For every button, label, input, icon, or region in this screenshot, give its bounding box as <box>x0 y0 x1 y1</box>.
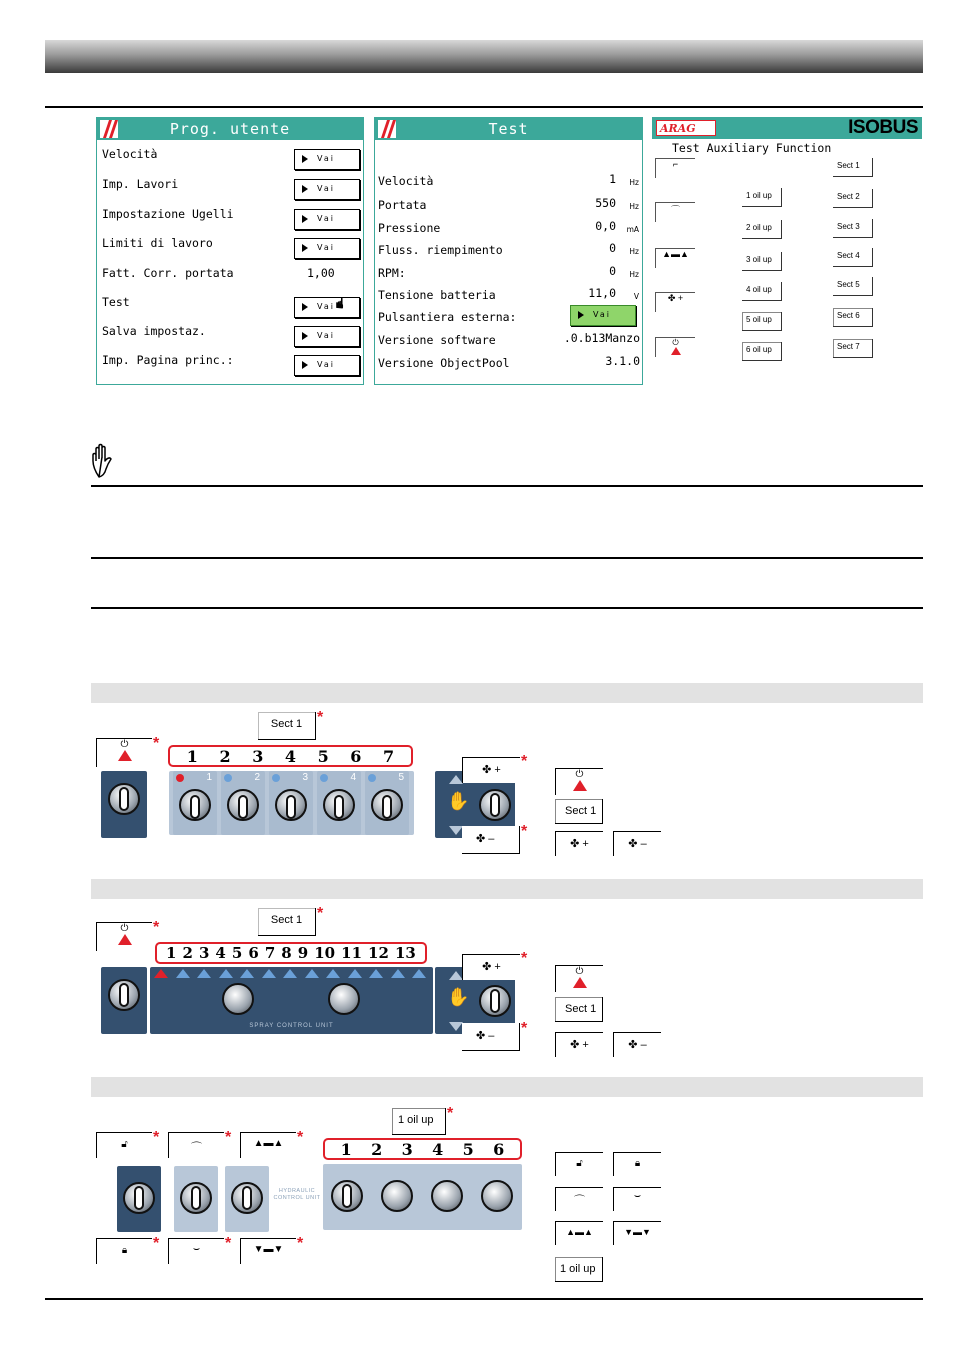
asterisk: * <box>317 905 324 922</box>
section-number: 3 <box>198 944 210 962</box>
test-value: 0,0 <box>595 219 616 233</box>
nozzle-marker <box>369 969 383 978</box>
test-label: Pressione <box>378 221 441 235</box>
vai-label: Vai <box>317 331 335 340</box>
asterisk: * <box>521 1020 528 1037</box>
manual-hand-icon: ✋ <box>447 987 470 1007</box>
play-icon <box>302 155 308 163</box>
test-value: 0 <box>609 264 616 278</box>
asterisk: * <box>521 823 528 840</box>
legend-flow-plus-key[interactable]: ✤ + <box>555 831 603 856</box>
flow-plus-key[interactable]: ✤ + <box>462 954 520 980</box>
legend-flow-plus-key[interactable]: ✤ + <box>555 1032 603 1057</box>
legend-lock-key[interactable]: 🔒︎ <box>613 1152 661 1176</box>
play-icon <box>302 332 308 340</box>
isobus-title: Test Auxiliary Function <box>672 141 832 155</box>
nozzle-marker <box>262 969 276 978</box>
section-number-bar <box>323 1138 522 1160</box>
asterisk: * <box>153 1235 160 1252</box>
hydraulic-unit-label: HYDRAULIC CONTROL UNIT <box>273 1188 321 1201</box>
screen-isobus <box>652 117 922 387</box>
switch-number: 1 <box>206 772 212 783</box>
oil-up-button[interactable]: 6 oil up <box>742 342 782 361</box>
divider-3 <box>91 607 923 609</box>
lock-switch-unit <box>117 1166 161 1232</box>
screen-title <box>97 118 363 140</box>
oil-up-key[interactable]: 1 oil up <box>392 1108 446 1135</box>
test-value: 550 <box>595 196 616 210</box>
vai-button[interactable] <box>294 179 360 200</box>
legend-boom-close-key[interactable]: ⌣ <box>613 1187 661 1211</box>
section-number: 2 <box>371 1139 383 1159</box>
asterisk: * <box>153 735 160 752</box>
boom-lower-key[interactable]: ▼▬▼ <box>240 1238 296 1264</box>
bottom-divider <box>45 1298 923 1300</box>
flow-minus-key[interactable]: ✤ – <box>462 826 520 854</box>
oil-up-button[interactable]: 5 oil up <box>742 312 782 331</box>
asterisk: * <box>153 1129 160 1146</box>
sect1-key[interactable]: Sect 1 <box>258 712 316 740</box>
status-led <box>368 774 376 782</box>
flow-plus-key[interactable]: ✤ + <box>462 757 520 783</box>
unlock-icon[interactable]: ⌐ <box>655 158 695 178</box>
vai-label: Vai <box>593 310 611 319</box>
section-number: 2 <box>219 746 231 766</box>
legend-flow-minus-key[interactable]: ✤ – <box>613 831 661 856</box>
test-unit: mA <box>626 225 639 234</box>
section-number: 1 <box>186 746 198 766</box>
main-switch-unit <box>101 967 147 1034</box>
section-switch <box>221 771 265 835</box>
switch-number: 4 <box>350 772 356 783</box>
lock-key[interactable]: 🔒︎ <box>96 1238 152 1264</box>
sect-button[interactable]: Sect 3 <box>833 219 873 238</box>
spray-control-unit <box>150 967 433 1034</box>
play-icon <box>302 361 308 369</box>
screen1-title-text: Prog. utente <box>169 120 291 138</box>
setting-label: Fatt. Corr. portata <box>102 266 234 280</box>
top-divider <box>45 106 923 108</box>
test-label: Velocità <box>378 174 434 188</box>
play-icon <box>302 215 308 223</box>
asterisk: * <box>225 1235 232 1252</box>
screen2-title-text: Test <box>488 120 529 138</box>
section-band-1 <box>91 683 923 703</box>
divider-1 <box>91 485 923 487</box>
status-led <box>224 774 232 782</box>
section-number: 7 <box>383 746 395 766</box>
main-switch-key[interactable]: ⏻ <box>96 922 152 951</box>
boom-raise-key[interactable]: ▲▬▲ <box>240 1132 296 1158</box>
test-value: 1 <box>609 172 616 186</box>
play-icon <box>302 303 308 311</box>
section-switch-panel <box>169 771 414 835</box>
test-unit: Hz <box>629 178 639 187</box>
test-label: Tensione batteria <box>378 288 496 302</box>
test-value: .0.b13Manzo <box>563 331 640 345</box>
sect-button[interactable]: Sect 7 <box>833 339 873 358</box>
nozzle-marker <box>176 969 190 978</box>
section-number: 10 <box>314 944 336 962</box>
switch-number: 3 <box>302 772 308 783</box>
play-icon <box>578 311 584 319</box>
sect-button[interactable]: Sect 5 <box>833 277 873 296</box>
vai-button[interactable] <box>294 149 360 170</box>
legend-oil-up-key[interactable]: 1 oil up <box>555 1257 603 1282</box>
section-number-bar <box>168 745 413 767</box>
section-number: 4 <box>284 746 297 766</box>
divider-2 <box>91 557 923 559</box>
sect-button[interactable]: Sect 6 <box>833 308 873 327</box>
arag-flag-icon <box>378 120 396 138</box>
nozzle-marker <box>391 969 405 978</box>
vai-button[interactable] <box>294 238 360 259</box>
status-led <box>320 774 328 782</box>
setting-label: Limiti di lavoro <box>102 236 213 250</box>
section-number: 13 <box>394 944 416 962</box>
setting-label: Velocità <box>102 147 158 161</box>
boom-open-key[interactable]: ⌒ <box>168 1132 224 1158</box>
test-label: RPM: <box>378 266 406 280</box>
test-label: Fluss. riempimento <box>378 243 503 257</box>
section-number: 3 <box>401 1139 413 1159</box>
power-icon: ⏻ <box>120 739 129 750</box>
switch-lever <box>238 795 248 819</box>
test-value: 3.1.0 <box>605 354 640 368</box>
legend-boom-lower-key[interactable]: ▼▬▼ <box>613 1221 661 1245</box>
section-number: 8 <box>281 944 292 962</box>
switch-lever <box>286 795 296 819</box>
arag-logo: ARAG <box>656 120 716 136</box>
oil-up-button[interactable]: 3 oil up <box>742 252 782 271</box>
nozzle-marker <box>412 969 426 978</box>
status-led <box>272 774 280 782</box>
test-label: Pulsantiera esterna: <box>378 310 517 324</box>
asterisk: * <box>297 1129 304 1146</box>
hand-warning-icon <box>89 443 125 479</box>
test-label: Versione software <box>378 333 496 347</box>
flow-plus-icon[interactable]: ✤ + <box>655 292 695 312</box>
section-number: 3 <box>252 746 264 766</box>
vai-label: Vai <box>317 154 335 163</box>
play-icon <box>302 185 308 193</box>
spray-control-unit-label: SPRAY CONTROL UNIT <box>249 1023 334 1029</box>
manual-hand-icon: ✋ <box>447 791 470 811</box>
sect-button[interactable]: Sect 2 <box>833 189 873 208</box>
nozzle-marker <box>283 969 297 978</box>
legend-sect-key[interactable]: Sect 1 <box>555 799 603 824</box>
switch-number: 5 <box>398 772 404 783</box>
section-number: 4 <box>215 944 226 962</box>
asterisk: * <box>317 709 324 726</box>
switch-lever <box>334 795 344 819</box>
legend-boom-open-key[interactable]: ⌒ <box>555 1187 603 1211</box>
test-unit: V <box>633 292 639 301</box>
boom-switch-unit <box>174 1166 218 1232</box>
asterisk: * <box>153 919 160 936</box>
sect-button[interactable]: Sect 1 <box>833 158 873 177</box>
section-number-bar <box>155 942 427 964</box>
section-band-3 <box>91 1077 923 1097</box>
section-number: 4 <box>432 1139 444 1159</box>
setting-value: 1,00 <box>307 266 335 280</box>
section-number: 5 <box>462 1139 474 1159</box>
main-switch-unit <box>101 771 147 838</box>
isobus-logo: ISOBUS <box>822 117 920 139</box>
section-number: 5 <box>317 746 329 766</box>
main-switch-key[interactable] <box>96 738 152 767</box>
section-number: 2 <box>182 944 193 962</box>
vai-label: Vai <box>317 214 335 223</box>
asterisk: * <box>225 1129 232 1146</box>
boom-icon[interactable]: ⌒ <box>655 202 695 222</box>
vai-button[interactable] <box>570 305 636 326</box>
section-number: 6 <box>493 1139 505 1159</box>
screen-test <box>374 117 643 385</box>
section-switch <box>317 771 361 835</box>
test-unit: Hz <box>629 202 639 211</box>
nozzle-marker <box>154 969 168 978</box>
vai-label: Vai <box>317 302 335 311</box>
test-label: Versione ObjectPool <box>378 356 510 370</box>
vai-button[interactable] <box>294 326 360 347</box>
test-value: 11,0 <box>588 286 616 300</box>
oil-up-button[interactable]: 4 oil up <box>742 282 782 301</box>
boom-close-key[interactable]: ⌣ <box>168 1238 224 1264</box>
test-unit: Hz <box>629 247 639 256</box>
vai-label: Vai <box>317 243 335 252</box>
section-number: 6 <box>350 746 362 766</box>
pointer-hand-icon: ☚ <box>330 296 348 310</box>
flow-minus-key[interactable]: ✤ – <box>462 1023 520 1051</box>
setting-label: Test <box>102 295 130 309</box>
legend-boom-raise-key[interactable]: ▲▬▲ <box>555 1221 603 1245</box>
nozzle-marker <box>305 969 319 978</box>
main-switch-icon[interactable]: ⏻ <box>655 337 695 357</box>
section-switch <box>365 771 409 835</box>
legend-main-switch-key[interactable]: ⏻ <box>555 768 603 795</box>
vai-label: Vai <box>317 360 335 369</box>
asterisk: * <box>447 1105 454 1122</box>
red-triangle-icon <box>118 750 132 761</box>
vai-label: Vai <box>317 184 335 193</box>
setting-label: Imp. Pagina princ.: <box>102 353 234 367</box>
oil-up-button[interactable]: 1 oil up <box>742 188 782 207</box>
nozzle-marker <box>219 969 233 978</box>
test-value: 0 <box>609 241 616 255</box>
unlock-key[interactable]: 🔓︎ <box>96 1132 152 1158</box>
section-number: 5 <box>231 944 243 962</box>
legend-sect-key[interactable]: Sect 1 <box>555 997 603 1022</box>
section-switch <box>173 771 217 835</box>
vai-button[interactable] <box>294 209 360 230</box>
hydraulic-control-unit <box>323 1164 522 1230</box>
setting-label: Impostazione Ugelli <box>102 207 234 221</box>
section-switch <box>269 771 313 835</box>
legend-main-switch-key[interactable]: ⏻ <box>555 965 603 992</box>
isobus-header <box>652 117 922 139</box>
test-label: Portata <box>378 198 427 212</box>
section-number: 12 <box>368 944 389 962</box>
section-number: 1 <box>166 944 177 962</box>
nozzle-marker <box>197 969 211 978</box>
section-number: 9 <box>297 944 309 962</box>
switch-lever <box>382 795 392 819</box>
level-switch-unit <box>225 1166 269 1232</box>
sect1-key[interactable]: Sect 1 <box>258 908 316 936</box>
legend-flow-minus-key[interactable]: ✤ – <box>613 1032 661 1057</box>
section-number: 6 <box>248 944 259 962</box>
vai-button[interactable] <box>294 355 360 376</box>
asterisk: * <box>521 753 528 770</box>
asterisk: * <box>297 1235 304 1252</box>
test-unit: Hz <box>629 270 639 279</box>
nozzle-marker <box>240 969 254 978</box>
switch-lever <box>190 795 200 819</box>
boom-level-icon[interactable]: ▲▬▲ <box>655 248 695 268</box>
section-number: 7 <box>264 944 276 962</box>
legend-unlock-key[interactable]: 🔓︎ <box>555 1152 603 1176</box>
play-icon <box>302 244 308 252</box>
vai-button[interactable] <box>294 297 360 318</box>
header-bar <box>45 40 923 73</box>
screen-title <box>375 118 642 140</box>
arag-flag-icon <box>100 120 118 138</box>
switch-number: 2 <box>254 772 260 783</box>
screen-prog-utente <box>96 117 364 385</box>
nozzle-marker <box>326 969 340 978</box>
status-led <box>176 774 184 782</box>
asterisk: * <box>521 950 528 967</box>
oil-up-button[interactable]: 2 oil up <box>742 220 782 239</box>
setting-label: Salva impostaz. <box>102 324 206 338</box>
nozzle-marker <box>348 969 362 978</box>
section-band-2 <box>91 879 923 899</box>
sect-button[interactable]: Sect 4 <box>833 248 873 267</box>
setting-label: Imp. Lavori <box>102 177 179 191</box>
section-number: 1 <box>340 1139 352 1159</box>
section-number: 11 <box>341 944 363 962</box>
